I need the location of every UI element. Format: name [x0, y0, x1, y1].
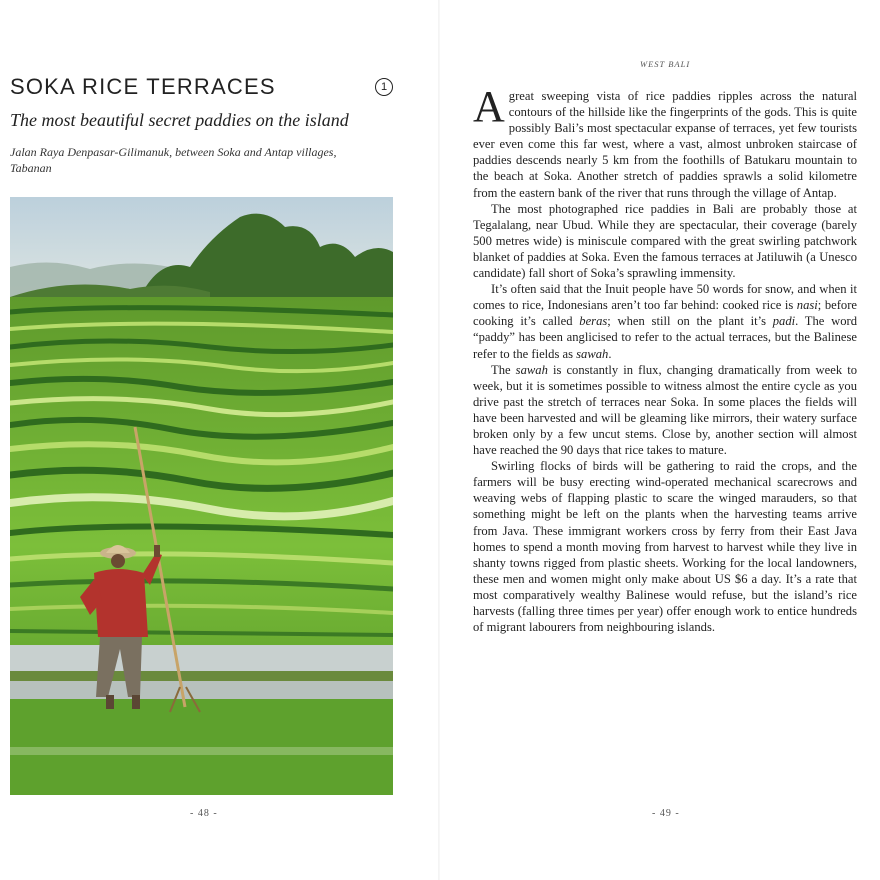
page-title: SOKA RICE TERRACES — [10, 74, 276, 99]
address-line: Jalan Raya Denpasar-Gilimanuk, between Soka and Antap villages, Tabanan — [10, 145, 337, 175]
page-number-left: - 48 - — [190, 808, 218, 819]
rice-terrace-illustration — [10, 197, 393, 795]
entry-number-badge: 1 — [375, 78, 393, 96]
page-number-right: - 49 - — [652, 808, 680, 819]
paragraph-4: The sawah is constantly in flux, changing dramatically from week to week, but it is sometimes possible to witness almost the entire cycle as you drive past the stretch of terraces near Soka. In some places the fields will have been harvested and will be gleaming like mirrors, their watery surface broken only by a few uncut stems. Close by, another section will almost have reached the 90 days that rice takes to mature. — [473, 362, 857, 458]
paragraph-3: It’s often said that the Inuit people have 50 words for snow, and when it comes to rice, Indonesians aren’t too far behind: cooked rice is nasi; before cooking it’s called beras; when still on the plant it’s padi. The word “paddy” has been anglicised to refer to the actual terraces, but the Balinese refer to the fields as sawah. — [473, 282, 858, 361]
article-body — [473, 82, 858, 635]
drop-cap: A — [473, 82, 505, 131]
rice-terrace-photo — [10, 197, 393, 795]
paragraph-1: A great sweeping vista of rice paddies ripples across the natural contours of the hillside like the fingerprints of the gods. This is quite possibly Bali’s most spectacular expanse of terraces, yet few tourists ever even come this far west, where a vast, almost unbroken staircase of paddies descends nearly 5 km from the foothills of Batukaru mountain to the beach at Soka. Another stretch of paddies sprawls a solid kilometre from the eastern bank of the river that runs through the village of Antap. — [473, 82, 857, 200]
running-head: WEST BALI — [640, 59, 691, 69]
page-subtitle: The most beautiful secret paddies on the island — [10, 110, 349, 130]
paragraph-5: Swirling flocks of birds will be gathering to raid the crops, and the farmers will be busy erecting wind-operated mechanical scarecrows and weaving webs of flapping plastic to scare the winged marauders, so that something might be left on the plants when the harvesting teams arrive from Java. These immigrant workers cross by ferry from their East Java homes to spend a month moving from harvest to harvest while they live in shanty towns rigged from plastic sheets. Working for the local landowners, these men and women might only make about US $6 a day. It’s a rate that most comparatively wealthy Balinese would refuse, but the island’s rice harvests (falling three times per year) offer enough work to entice hundreds of migrant labourers from neighbouring islands. — [473, 459, 857, 635]
paragraph-2: The most photographed rice paddies in Bali are probably those at Tegalalang, near Ubud. While they are spectacular, their coverage (barely 500 metres wide) is miniscule compared with the great swirling patchwork blanket of paddies at Soka. Even the famous terraces at Jatiluwih (a Unesco candidate) fall short of Soka’s sprawling immensity. — [473, 201, 857, 281]
